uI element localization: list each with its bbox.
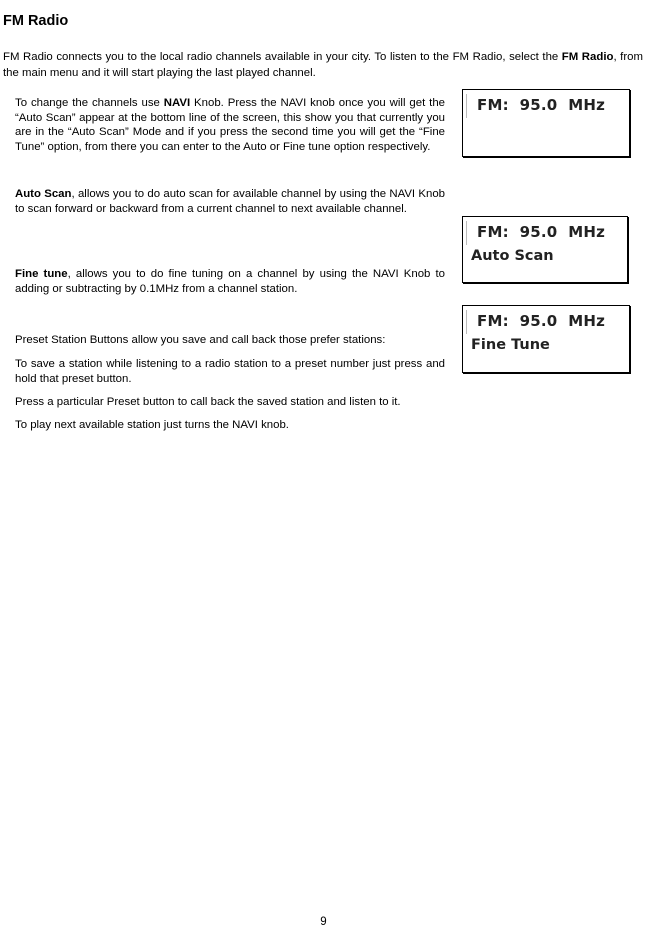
lcd-frequency: FM: 95.0 MHz: [477, 223, 606, 241]
lcd-display-auto-scan: [462, 216, 628, 283]
fine-tune-paragraph: [15, 267, 445, 296]
preset-line-4: To play next available station just turns the NAVI knob.: [15, 419, 289, 431]
auto-scan-text: , allows you to do auto scan for available channel by using the NAVI Knob to scan forward or backward from a current channel to next available channel.: [15, 188, 446, 215]
lcd-mode-fine-tune: Fine Tune: [471, 337, 550, 353]
navi-text-1: To change the channels use: [15, 97, 164, 109]
navi-bold: NAVI: [163, 97, 191, 109]
intro-paragraph: [3, 49, 643, 81]
preset-line-3: Press a particular Preset button to call back the saved station and listen to it.: [15, 396, 401, 408]
lcd-frequency: FM: 95.0 MHz: [477, 96, 606, 114]
lcd-display-fine-tune: [462, 305, 630, 373]
lcd-display-fm: [462, 89, 630, 157]
page-number: 9: [320, 916, 327, 928]
preset-line-2: To save a station while listening to a radio station to a preset number just press and hold that preset button.: [15, 358, 445, 385]
lcd-mode-auto-scan: Auto Scan: [471, 248, 554, 264]
auto-scan-paragraph: [15, 187, 445, 216]
preset-line-1: Preset Station Buttons allow you save and call back those prefer stations:: [15, 334, 386, 346]
navi-paragraph: [15, 96, 445, 154]
auto-scan-bold: Auto Scan: [15, 188, 72, 200]
navi-text-2: Knob. Press the NAVI knob once you will get the “Auto Scan” appear at the bottom line of the screen, this show you that currently you are in the “Auto Scan” Mode and if you press the second time you will get the “Fine Tune” option, from there you can enter to the Auto or Fine tune option respectively.: [15, 97, 445, 153]
lcd-frequency: FM: 95.0 MHz: [477, 312, 606, 330]
intro-text-2: , from the main menu and it will start playing the last played channel.: [3, 51, 643, 79]
fine-tune-bold: Fine tune: [15, 268, 68, 280]
intro-bold-fm-radio: FM Radio: [561, 51, 614, 63]
intro-text-1: FM Radio connects you to the local radio channels available in your city. To listen to the FM Radio, select the: [3, 51, 562, 63]
page-title: FM Radio: [3, 13, 69, 29]
fine-tune-text: , allows you to do fine tuning on a channel by using the NAVI Knob to adding or subtracting by 0.1MHz from a channel station.: [15, 268, 445, 295]
